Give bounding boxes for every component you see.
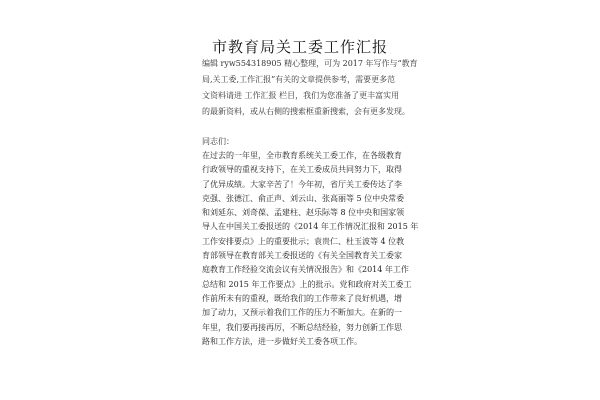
document-title: 市教育局关工委工作汇报 <box>211 38 388 56</box>
body-line: 作前所未有的重视，既给我们的工作带来了良好机遇，增 <box>202 293 402 303</box>
body-line: 年里，我们要再接再厉，不断总结经验，努力创新工作思 <box>202 322 402 332</box>
body-line: 在过去的一年里，全市教育系统关工委工作，在各级教育 <box>202 151 402 160</box>
body-paragraph <box>202 149 419 349</box>
body-line: 行政领导的重视支持下，在关工委成员共同努力下，取得 <box>202 165 402 175</box>
body-line: 庭教育工作经验交流会议有关情况报告》和《2014 年工作 <box>202 265 409 275</box>
intro-line: 编辑 ryw554318905 精心整理，可为 2017 年写作与“教育 <box>202 59 418 68</box>
intro-line: 局,关工委,工作汇报”有关的文章提供参考，需要更多范 <box>202 75 396 84</box>
intro-line: 的最新资料，或从右侧的搜索框重新搜索，会有更多发现。 <box>202 107 410 116</box>
body-line: 工作安排要点》上的重要批示；袁贵仁、杜玉波等 4 位教 <box>202 236 405 246</box>
body-line: 克强、张德江、俞正声、刘云山、张高丽等 5 位中央常委 <box>202 193 405 203</box>
body-line: 总结和 2015 年工作要点》上的批示。党和政府对关工委工 <box>202 279 412 289</box>
intro-line: 文资料请进 工作汇报 栏目，我们为您准备了更丰富实用 <box>202 91 400 100</box>
body-line: 加了动力，又预示着我们工作的压力不断加大。在新的一 <box>202 308 402 318</box>
body-line: 和刘延东、刘奇葆、孟建柱、赵乐际等 8 位中央和国家领 <box>202 208 405 218</box>
body-line: 路和工作方法，进一步做好关工委各项工作。 <box>202 336 362 346</box>
body-line: 育部领导在教育部关工委报送的《有关全国教育关工委家 <box>202 251 402 261</box>
greeting: 同志们： <box>202 137 234 146</box>
body-line: 了优异成绩。大家辛苦了！今年初，省厅关工委传达了李 <box>202 179 402 189</box>
body-line: 导人在中国关工委报送的《2014 年工作情况汇报和 2015 年 <box>202 222 419 232</box>
intro-paragraph <box>202 56 418 120</box>
